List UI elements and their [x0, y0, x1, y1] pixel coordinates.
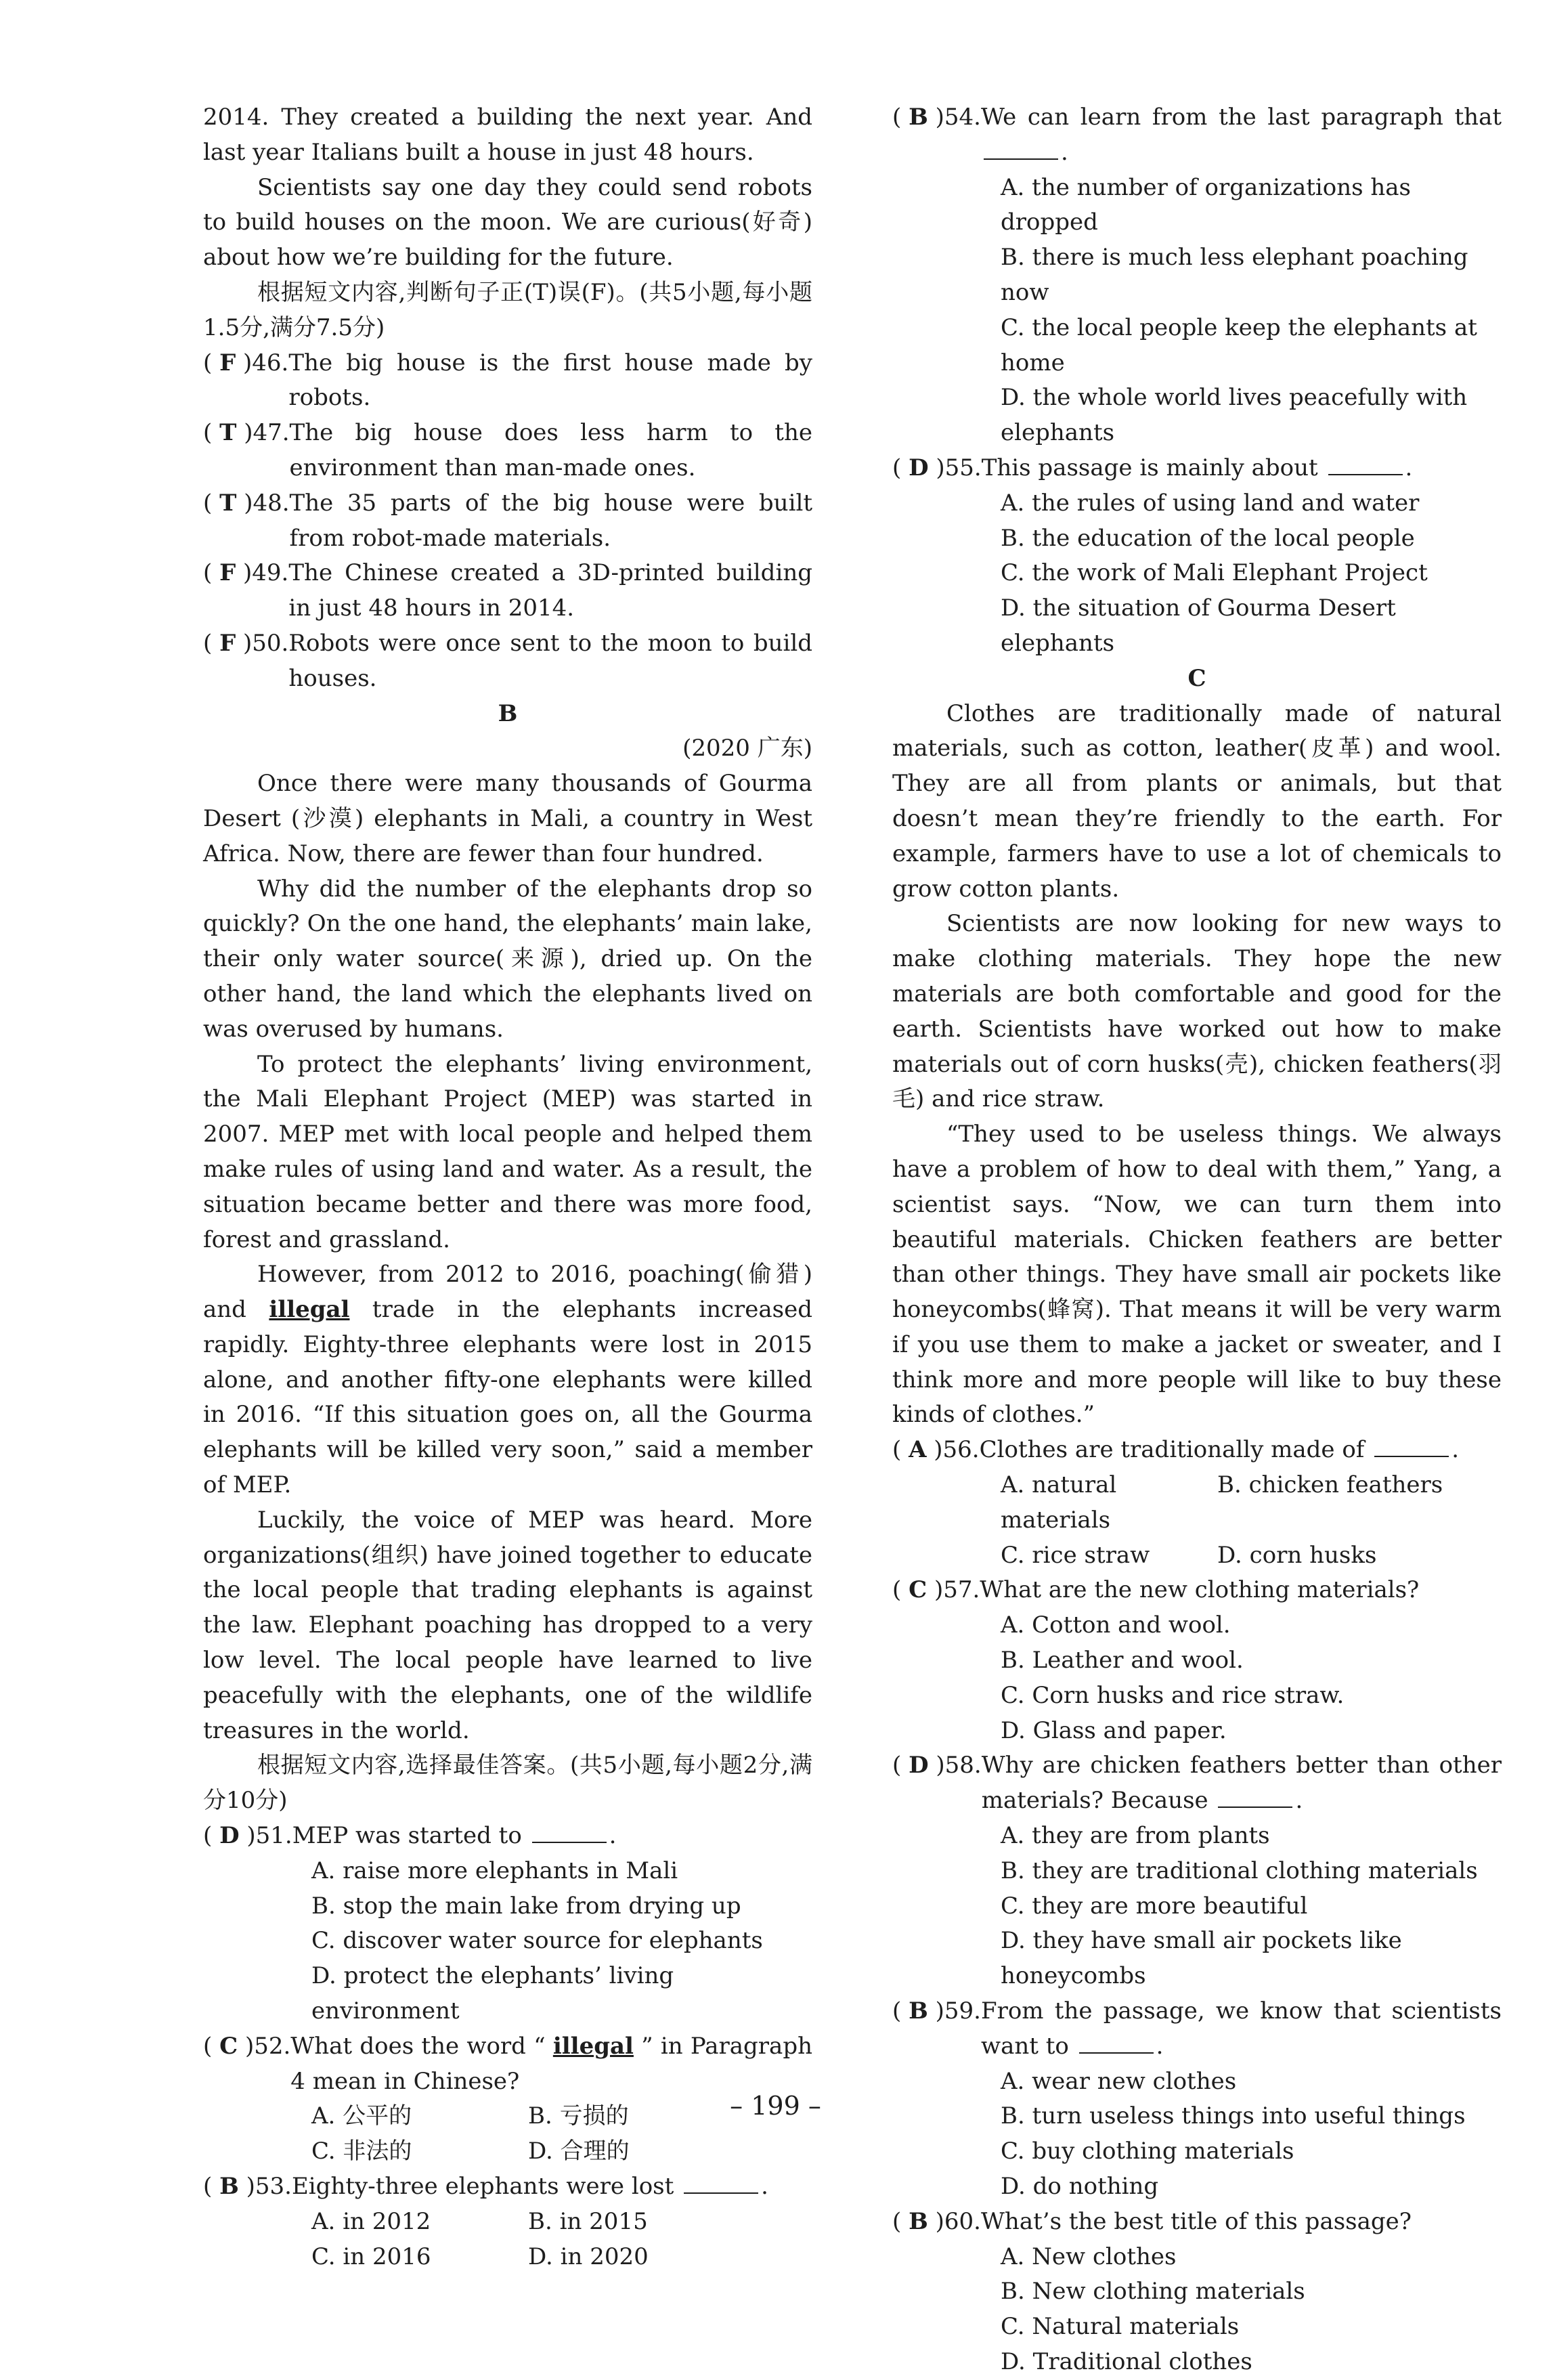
option: A. they are from plants	[1001, 1822, 1270, 1850]
question-52: ( C )52. What does the word “ illegal ” in Paragraph 4 mean in Chinese?	[203, 2032, 812, 2095]
question-text: The Chinese created a 3D-printed building in just 48 hours in 2014.	[288, 559, 812, 622]
option: D. Glass and paper.	[1001, 1716, 1227, 1744]
option: A. New clothes	[1001, 2243, 1177, 2270]
answer-blank	[1328, 455, 1403, 475]
question-text: The 35 parts of the big house were built from robot-made materials.	[289, 489, 812, 552]
option: A. the number of organizations has dropped	[1001, 173, 1411, 236]
option: B. New clothing materials	[1001, 2278, 1305, 2306]
passage-c-paragraph-3: “They used to be useless things. We always have a problem of how to deal with them,” Yang, a scientist says. “Now, we can turn them into beautiful materials. Chicken feathers are better than other things. They have small air pockets like honeycombs(蜂窝). That means it will be very warm if you use them to make a jacket or sweater, and I think more and more people will like to buy these kinds of clothes.”	[892, 1121, 1502, 1429]
option: A. 公平的	[311, 2102, 412, 2130]
question-50: ( F )50. Robots were once sent to the moon to build houses.	[203, 626, 812, 697]
question-57: ( C )57. What are the new clothing materials?	[892, 1573, 1502, 1608]
answer-mark: B	[219, 2173, 239, 2201]
answer-blank	[1079, 2033, 1154, 2054]
question-text: Clothes are traditionally made of	[979, 1436, 1365, 1464]
question-text: What’s the best title of this passage?	[980, 2207, 1412, 2235]
right-column	[892, 100, 1502, 2380]
answer-blank	[684, 2173, 758, 2194]
question-58: ( D )58. Why are chicken feathers better than other materials? Because .	[892, 1752, 1502, 1815]
question-text: From the passage, we know that scientists want to	[980, 1997, 1502, 2060]
option: C. discover water source for elephants	[311, 1927, 763, 1955]
question-51: ( D )51. MEP was started to .	[203, 1822, 617, 1850]
question-text: The big house is the first house made by robots.	[288, 349, 812, 412]
option: B. in 2015	[528, 2207, 648, 2235]
section-heading-b: B	[498, 699, 518, 727]
answer-mark: F	[219, 349, 236, 376]
answer-mark: T	[219, 489, 237, 517]
question-text: MEP was started to	[292, 1822, 522, 1850]
question-59: ( B )59. From the passage, we know that scientists want to .	[892, 1997, 1502, 2060]
passage-c-paragraph-1: Clothes are traditionally made of natural materials, such as cotton, leather(皮革) and wool. They are all from plants or animals, but that doesn’t mean they’re friendly to the earth. For example, farmers have to use a lot of chemicals to grow cotton plants.	[892, 699, 1502, 903]
question-text: We can learn from the last paragraph that	[980, 104, 1502, 131]
question-text: Eighty-three elephants were lost	[291, 2173, 674, 2201]
option: D. corn husks	[1217, 1541, 1377, 1569]
question-text: What are the new clothing materials?	[980, 1576, 1420, 1604]
option: C. Natural materials	[1001, 2313, 1240, 2341]
option: D. in 2020	[528, 2243, 649, 2270]
highlighted-word: illegal	[269, 1296, 350, 1324]
question-53: ( B )53. Eighty-three elephants were lost .	[203, 2173, 768, 2201]
option: B. chicken feathers	[1217, 1471, 1443, 1499]
left-column	[203, 100, 812, 2274]
option: A. the rules of using land and water	[1001, 489, 1420, 517]
page-number: – 199 –	[730, 2091, 821, 2121]
answer-mark: B	[909, 104, 928, 131]
answer-mark: D	[219, 1822, 240, 1850]
option: C. in 2016	[311, 2243, 431, 2270]
option: B. they are traditional clothing materials	[1001, 1857, 1478, 1884]
question-47: ( T )47. The big house does less harm to the environment than man-made ones.	[203, 416, 812, 486]
question-46: ( F )46. The big house is the first house made by robots.	[203, 346, 812, 416]
option: B. stop the main lake from drying up	[311, 1892, 741, 1920]
question-60: ( B )60. What’s the best title of this passage?	[892, 2205, 1502, 2240]
option: A. in 2012	[311, 2207, 431, 2235]
section-heading-c: C	[1187, 664, 1206, 692]
question-54: ( B )54. We can learn from the last paragraph that .	[892, 104, 1502, 166]
answer-mark: D	[909, 454, 929, 481]
answer-blank	[1374, 1437, 1449, 1457]
answer-blank	[532, 1823, 607, 1843]
question-text: The big house does less harm to the environment than man-made ones.	[289, 419, 812, 481]
option: A. raise more elephants in Mali	[311, 1857, 678, 1884]
question-text: Robots were once sent to the moon to build houses.	[288, 629, 812, 692]
option: A. natural materials	[1001, 1471, 1117, 1534]
tf-instruction: 根据短文内容,判断句子正(T)误(F)。(共5小题,每小题1.5分,满分7.5分)	[203, 278, 812, 341]
option: D. 合理的	[528, 2138, 630, 2165]
option: B. Leather and wool.	[1001, 1647, 1244, 1674]
highlighted-word: illegal	[552, 2032, 634, 2060]
passage-b-paragraph-3: To protect the elephants’ living environment, the Mali Elephant Project (MEP) was started in 2007. MEP met with local people and helped them make rules of using land and water. As a result, the situation became better and there was more food, forest and grassland.	[203, 1050, 812, 1253]
option: C. the local people keep the elephants at home	[1001, 313, 1477, 376]
question-text: Why are chicken feathers better than other materials? Because	[981, 1752, 1502, 1815]
answer-blank	[984, 139, 1058, 160]
answer-mark: F	[219, 559, 236, 587]
passage-b-paragraph-1: Once there were many thousands of Gourma Desert (沙漠) elephants in Mali, a country in West Africa. Now, there are fewer than four hundred.	[203, 770, 812, 867]
option: D. Traditional clothes	[1001, 2348, 1252, 2375]
answer-mark: B	[909, 1997, 928, 2025]
question-48: ( T )48. The 35 parts of the big house were built from robot-made materials.	[203, 486, 812, 557]
question-text: This passage is mainly about	[981, 454, 1318, 481]
answer-mark: T	[219, 419, 237, 447]
passage-a-ending: 2014. They created a building the next year. And last year Italians built a house in just 48 hours.	[203, 104, 812, 166]
answer-mark: C	[909, 1576, 927, 1604]
option: D. the situation of Gourma Desert elephants	[1001, 594, 1396, 657]
source-note: (2020 广东)	[682, 735, 812, 762]
option: C. buy clothing materials	[1001, 2138, 1294, 2165]
option: D. the whole world lives peacefully with elephants	[1001, 384, 1468, 447]
option: B. 亏损的	[528, 2102, 629, 2130]
question-49: ( F )49. The Chinese created a 3D-printed building in just 48 hours in 2014.	[203, 556, 812, 626]
passage-a-paragraph: Scientists say one day they could send robots to build houses on the moon. We are curious(好奇) about how we’re building for the future.	[203, 173, 812, 272]
option: A. Cotton and wool.	[1001, 1611, 1231, 1639]
option: A. wear new clothes	[1001, 2067, 1237, 2095]
option: B. there is much less elephant poaching now	[1001, 244, 1468, 306]
passage-c-paragraph-2: Scientists are now looking for new ways to make clothing materials. They hope the new materials are both comfortable and good for the earth. Scientists have worked out how to make materials out of corn husks(壳), chicken feathers(羽毛) and rice straw.	[892, 910, 1502, 1113]
answer-mark: F	[219, 629, 236, 657]
option: C. 非法的	[311, 2138, 412, 2165]
option: C. Corn husks and rice straw.	[1001, 1681, 1345, 1709]
option: D. protect the elephants’ living environment	[311, 1962, 674, 2025]
mc-instruction: 根据短文内容,选择最佳答案。(共5小题,每小题2分,满分10分)	[203, 1752, 812, 1815]
answer-mark: C	[219, 2032, 238, 2060]
passage-b-paragraph-5: Luckily, the voice of MEP was heard. More organizations(组织) have joined together to educate the local people that trading elephants is against the law. Elephant poaching has dropped to a very low level. The local people have learned to live peacefully with the elephants, one of the wildlife treasures in the world.	[203, 1506, 812, 1744]
option: C. they are more beautiful	[1001, 1892, 1308, 1920]
answer-mark: A	[909, 1436, 927, 1464]
question-55: ( D )55. This passage is mainly about .	[892, 454, 1413, 481]
option: D. do nothing	[1001, 2173, 1159, 2201]
passage-b-paragraph-4: However, from 2012 to 2016, poaching(偷猎) and illegal trade in the elephants increased rapidly. Eighty-three elephants were lost in 2015 alone, and another fifty-one elephants were killed in 2016. “If this situation goes on, all the Gourma elephants will be killed very soon,” said a member of MEP.	[203, 1261, 813, 1499]
answer-mark: D	[909, 1752, 929, 1779]
option: C. the work of Mali Elephant Project	[1001, 559, 1428, 587]
option: D. they have small air pockets like honeycombs	[1001, 1927, 1402, 1990]
option: C. rice straw	[1001, 1541, 1150, 1569]
passage-b-paragraph-2: Why did the number of the elephants drop so quickly? On the one hand, the elephants’ main lake, their only water source(来源), dried up. On the other hand, the land which the elephants lived on was overused by humans.	[203, 875, 812, 1043]
answer-mark: B	[909, 2207, 928, 2235]
option: B. turn useless things into useful things	[1001, 2102, 1466, 2130]
answer-blank	[1218, 1788, 1292, 1808]
option: B. the education of the local people	[1001, 524, 1415, 552]
question-56: ( A )56. Clothes are traditionally made of .	[892, 1436, 1460, 1464]
